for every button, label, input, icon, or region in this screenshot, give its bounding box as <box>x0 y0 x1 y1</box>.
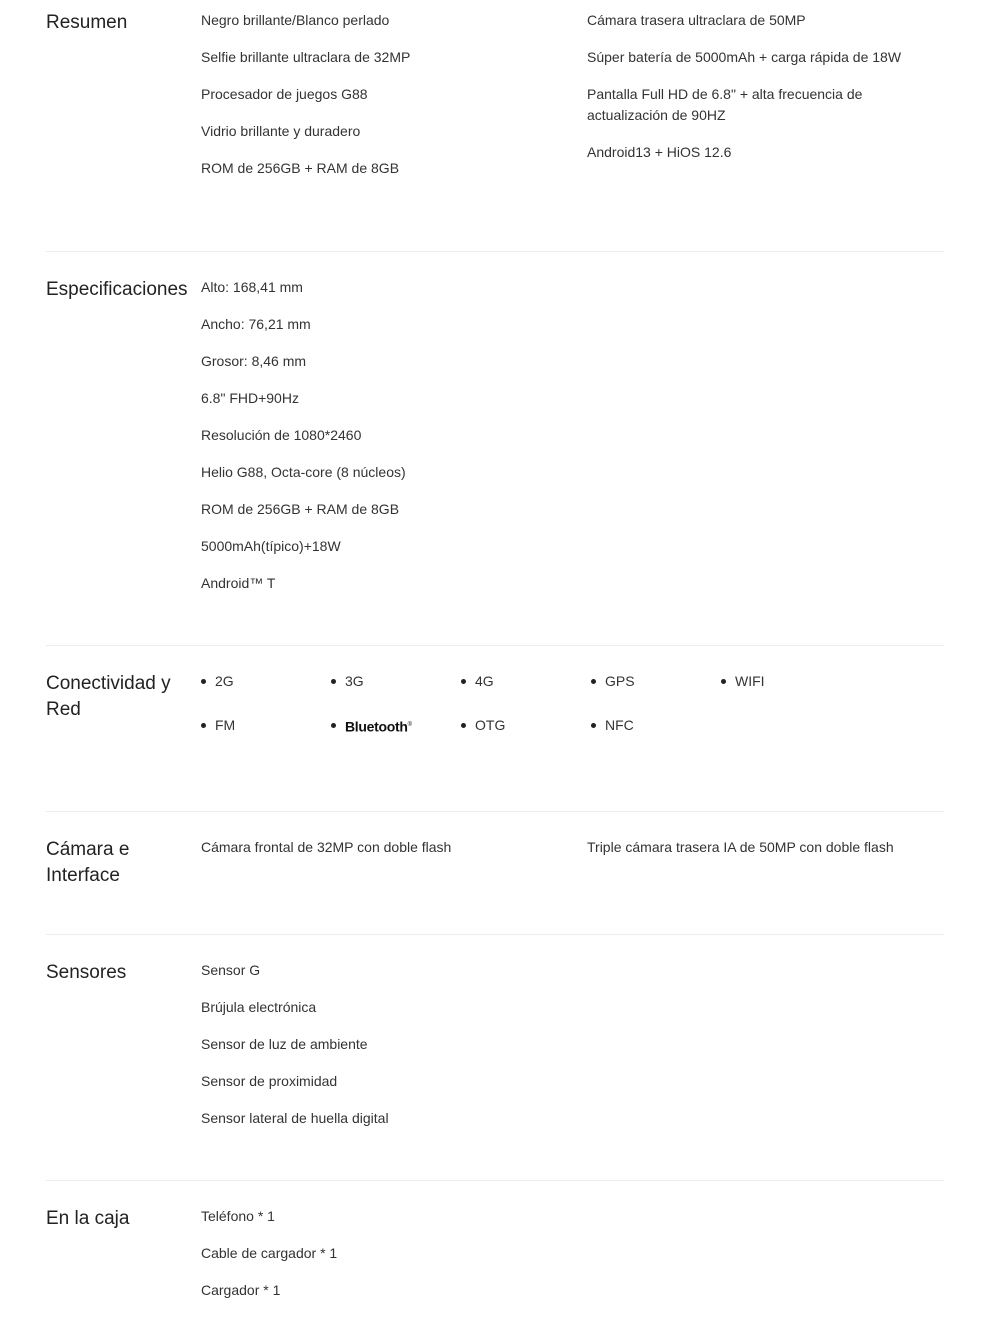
bullet-icon <box>331 723 336 728</box>
section-title-sensores: Sensores <box>46 962 127 983</box>
section-especificaciones <box>46 277 944 617</box>
spec-item: Resolución de 1080*2460 <box>201 427 362 443</box>
spec-item: Procesador de juegos G88 <box>201 86 368 102</box>
connectivity-item-wifi <box>721 671 765 691</box>
spec-item: ROM de 256GB + RAM de 8GB <box>201 160 400 176</box>
section-resumen <box>46 10 944 210</box>
spec-item: Pantalla Full HD de 6.8" + alta frecuencia de actualización de 90HZ <box>587 86 863 123</box>
spec-item: Ancho: 76,21 mm <box>201 316 311 332</box>
connectivity-label: GPS <box>605 673 635 689</box>
spec-item: Cable de cargador * 1 <box>201 1245 338 1261</box>
section-title-camara: Cámara e Interface <box>46 839 130 886</box>
connectivity-item-nfc <box>591 715 634 735</box>
bullet-icon <box>461 723 466 728</box>
resumen-column-left <box>201 10 581 195</box>
connectivity-item-gps <box>591 671 635 691</box>
section-title-conectividad: Conectividad y Red <box>46 673 171 720</box>
section-title-caja: En la caja <box>46 1208 130 1229</box>
section-camara <box>46 837 944 917</box>
caja-list <box>201 1206 581 1317</box>
camara-column-right <box>587 837 927 874</box>
spec-item: Sensor G <box>201 962 261 978</box>
bullet-icon <box>591 723 596 728</box>
spec-item: Súper batería de 5000mAh + carga rápida de 18W <box>587 49 902 65</box>
spec-item: Cámara frontal de 32MP con doble flash <box>201 839 452 855</box>
connectivity-label: NFC <box>605 717 634 733</box>
spec-item: Sensor de luz de ambiente <box>201 1036 368 1052</box>
bluetooth-logo: Bluetooth® <box>345 718 412 735</box>
connectivity-item-2g <box>201 671 234 691</box>
spec-item: Cámara trasera ultraclara de 50MP <box>587 12 806 28</box>
section-conectividad <box>46 671 944 791</box>
spec-item: Cargador * 1 <box>201 1282 281 1298</box>
spec-item: Sensor lateral de huella digital <box>201 1110 389 1126</box>
connectivity-item-4g <box>461 671 494 691</box>
connectivity-item-otg <box>461 715 505 735</box>
spec-item: Negro brillante/Blanco perlado <box>201 12 390 28</box>
section-divider <box>46 645 944 646</box>
spec-item: Sensor de proximidad <box>201 1073 338 1089</box>
connectivity-label: OTG <box>475 717 506 733</box>
spec-item: 6.8" FHD+90Hz <box>201 390 299 406</box>
connectivity-item-fm <box>201 715 235 735</box>
spec-item: Brújula electrónica <box>201 999 317 1015</box>
spec-item: Selfie brillante ultraclara de 32MP <box>201 49 411 65</box>
connectivity-grid <box>201 671 881 761</box>
section-caja <box>46 1206 944 1326</box>
connectivity-label: 4G <box>475 673 494 689</box>
spec-item: Android™ T <box>201 575 276 591</box>
spec-item: Android13 + HiOS 12.6 <box>587 144 732 160</box>
connectivity-label: WIFI <box>735 673 765 689</box>
especificaciones-list <box>201 277 581 610</box>
spec-item: Triple cámara trasera IA de 50MP con doble flash <box>587 839 894 855</box>
bullet-icon <box>331 679 336 684</box>
connectivity-item-bluetooth <box>331 715 412 737</box>
connectivity-label: FM <box>215 717 236 733</box>
spec-item: Helio G88, Octa-core (8 núcleos) <box>201 464 406 480</box>
spec-item: Grosor: 8,46 mm <box>201 353 307 369</box>
spec-item: ROM de 256GB + RAM de 8GB <box>201 501 400 517</box>
bullet-icon <box>721 679 726 684</box>
spec-item: 5000mAh(típico)+18W <box>201 538 341 554</box>
section-title-resumen: Resumen <box>46 12 128 33</box>
spec-item: Teléfono * 1 <box>201 1208 275 1224</box>
bullet-icon <box>201 679 206 684</box>
resumen-column-right <box>587 10 927 179</box>
section-divider <box>46 251 944 252</box>
section-sensores <box>46 960 944 1160</box>
connectivity-item-3g <box>331 671 364 691</box>
connectivity-label: 2G <box>215 673 234 689</box>
connectivity-label: 3G <box>345 673 364 689</box>
section-divider <box>46 811 944 812</box>
spec-item: Alto: 168,41 mm <box>201 279 303 295</box>
sensores-list <box>201 960 581 1145</box>
section-title-especificaciones: Especificaciones <box>46 279 188 300</box>
bullet-icon <box>461 679 466 684</box>
section-divider <box>46 934 944 935</box>
camara-column-left <box>201 837 581 874</box>
section-divider <box>46 1180 944 1181</box>
bullet-icon <box>201 723 206 728</box>
spec-item: Vidrio brillante y duradero <box>201 123 361 139</box>
bullet-icon <box>591 679 596 684</box>
